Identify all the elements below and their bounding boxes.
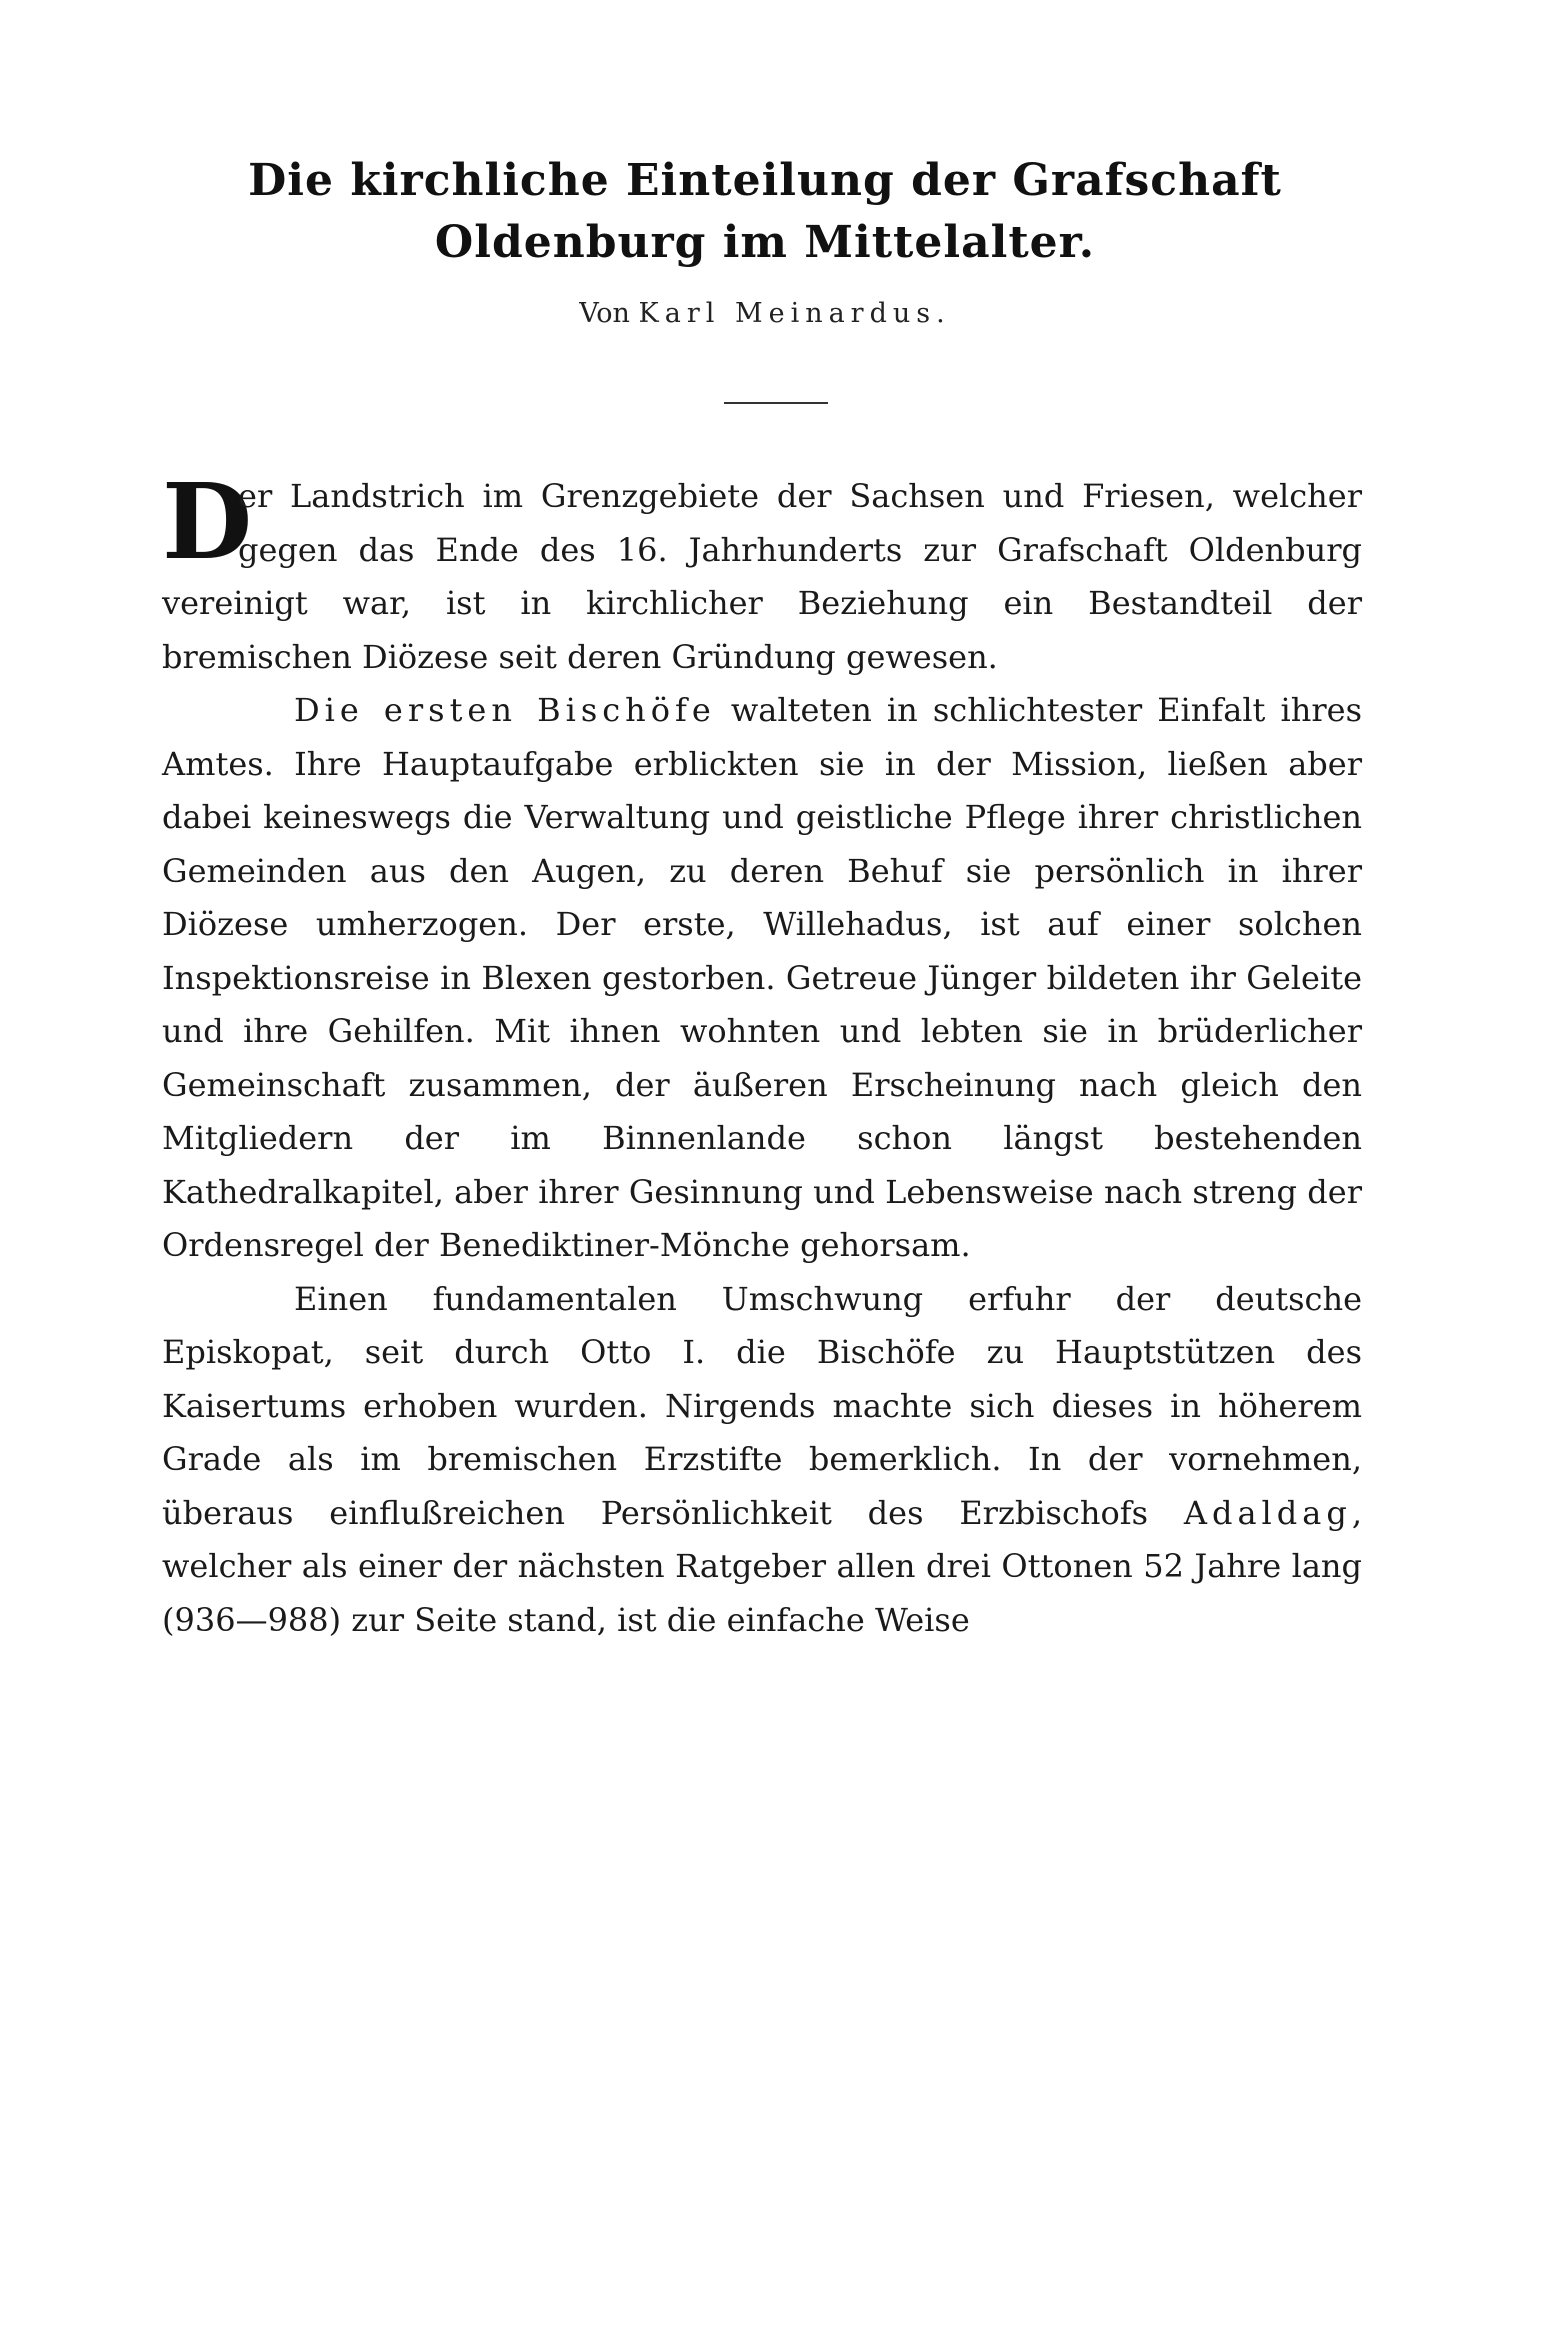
article-title: [150, 150, 1380, 274]
article-body: [162, 460, 1363, 1647]
title-line-1: Die kirchliche Einteilung der Grafschaft: [248, 155, 1282, 206]
paragraph-2-text: walteten in schlichtester Einfalt ihres Amtes. Ihre Hauptaufgabe erblickten sie in der Mission, ließen aber dabei keineswegs die Verwaltung und geistliche Pflege ihrer christlichen Gemeinden aus den Augen, zu deren Behuf sie persönlich in ihrer Diözese umherzogen. Der erste, Willehadus, ist auf einer solchen Inspektionsreise in Blexen gestorben. Getreue Jünger bildeten ihr Geleite und ihre Gehilfen. Mit ihnen wohnten und lebten sie in brüderlicher Gemeinschaft zusammen, der äußeren Erscheinung nach gleich den Mitgliedern der im Binnenlande schon längst bestehenden Kathedralkapitel, aber ihrer Gesinnung und Lebensweise nach streng der Ordensregel der Benediktiner-Mönche gehorsam.: [162, 691, 1363, 1264]
author-line: [150, 296, 1380, 332]
paragraph-3-text-after: , welcher als einer der nächsten Ratgeber allen drei Ottonen 52 Jahre lang (936—988) zur Seite stand, ist die einfache Weise: [162, 1493, 1362, 1639]
archbishop-name: Adaldag: [1183, 1493, 1352, 1532]
title-separator-rule: [724, 402, 828, 404]
paragraph-3-text-before: Einen fundamentalen Umschwung erfuhr der deutsche Episkopat, seit durch Otto I. die Bischöfe zu Hauptstützen des Kaisertums erhoben wurden. Nirgends machte sich dieses in höherem Grade als im bremischen Erzstifte bemerklich. In der vornehmen, überaus einflußreichen Persönlichkeit des Erzbischofs: [162, 1279, 1362, 1532]
article-header: [150, 150, 1380, 332]
paragraph-2: [162, 684, 1362, 1273]
paragraph-2-lead: Die ersten Bischöfe: [294, 691, 716, 729]
paragraph-1-text: er Landstrich im Grenzgebiete der Sachsen und Friesen, welcher gegen das Ende des 16. Jahrhunderts zur Grafschaft Oldenburg vereinigt war, ist in kirchlicher Beziehung ein Bestandteil der bremischen Diözese seit deren Gründung gewesen.: [162, 477, 1362, 676]
author-name: Karl Meinardus.: [638, 298, 951, 329]
title-line-2: Oldenburg im Mittelalter.: [434, 217, 1096, 268]
paragraph-1: [162, 460, 1362, 684]
author-prefix: Von: [579, 298, 630, 329]
drop-cap-initial: D: [162, 460, 253, 583]
paragraph-3: [162, 1273, 1362, 1648]
